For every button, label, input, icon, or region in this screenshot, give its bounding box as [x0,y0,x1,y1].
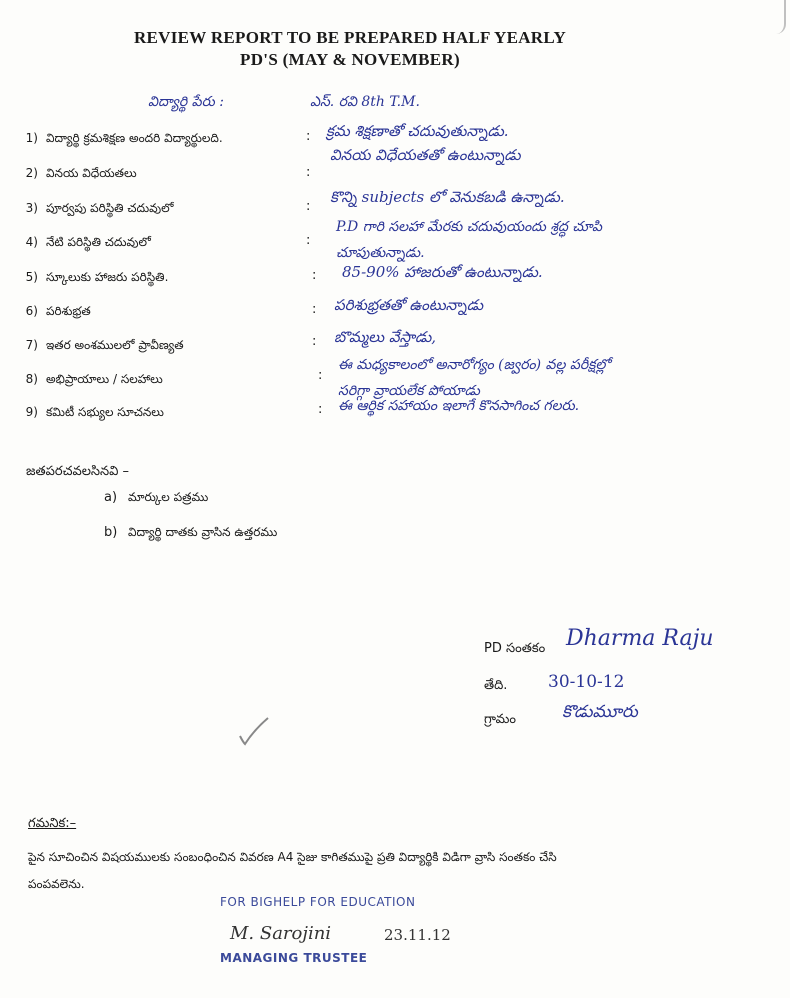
report-title-line1: REVIEW REPORT TO BE PREPARED HALF YEARLY [133,28,567,47]
student-name-label: విద్యార్థి పేరు : [148,94,224,110]
row-label: పూర్వపు పరిస్థితి చదువులో [46,201,174,215]
student-name-value: ఎస్. రవి 8th T.M. [310,94,420,110]
attachment-item: మార్కుల పత్రము [128,490,209,504]
row-colon: : [312,334,317,349]
row-label: స్కూలుకు హాజరు పరిస్థితి. [46,270,169,284]
row-answer: వినయ విధేయతతో ఉంటున్నాడు [330,146,521,164]
village-label: గ్రామం [484,712,516,727]
row-number: 9) [25,405,38,419]
row-colon: : [306,199,311,214]
row-answer: ఈ మధ్యకాలంలో అనారోగ్యం (జ్వరం) వల్ల పరీక్షల్లో [338,357,610,373]
row-number: 8) [25,372,38,386]
stamp-top: FOR BIGHELP FOR EDUCATION [220,895,416,909]
row-number: 7) [25,338,38,352]
row-answer: P.D గారి సలహా మేరకు చదువుయందు శ్రద్ధ చూపి [336,219,602,235]
trustee-signature-date: 23.11.12 [384,926,451,944]
trustee-signature: M. Sarojini [230,923,332,944]
note-line: పైన సూచించిన విషయములకు సంబంధించిన వివరణ A4 సైజు కాగితముపై ప్రతి విద్యార్థికి విడిగా వ్రాసి సంతకం చేసి [28,850,557,864]
row-number: 4) [25,235,38,249]
attachment-marker: a) [104,490,118,505]
row-answer: ఈ ఆర్థిక సహాయం ఇలాగే కొనసాగించ గలరు. [338,398,580,414]
date-label: తేది. [484,678,508,693]
row-label: నేటి పరిస్థితి చదువులో [46,235,151,249]
tick-mark [236,716,272,748]
village-value: కొడుమూరు [562,702,638,722]
row-answer: కొన్ని subjects లో వెనుకబడి ఉన్నాడు. [330,188,565,206]
row-label: ఇతర అంశములలో ప్రావీణ్యత [46,338,184,352]
row-label: కమిటీ సభ్యుల సూచనలు [46,405,164,419]
row-colon: : [312,268,317,283]
row-colon: : [306,233,311,248]
report-title-line2: PD'S (MAY & NOVEMBER) [240,50,460,69]
row-number: 1) [25,131,38,145]
corner-mark [772,0,786,34]
row-number: 6) [25,304,38,318]
stamp-bottom: MANAGING TRUSTEE [220,951,368,965]
attachment-marker: b) [104,525,118,540]
row-number: 2) [25,166,38,180]
row-answer-continuation: చూపుతున్నాడు. [336,245,425,261]
row-answer: పరిశుభ్రతతో ఉంటున్నాడు [334,296,484,314]
row-number: 3) [25,201,38,215]
pd-signature: Dharma Raju [566,626,714,651]
row-colon: : [318,402,323,417]
attachments-heading: జతపరచవలసినవి – [26,464,130,479]
row-label: పరిశుభ్రత [46,304,91,318]
date-value: 30-10-12 [548,672,625,692]
row-answer: బొమ్మలు వేస్తాడు, [334,328,437,346]
row-number: 5) [25,270,38,284]
row-colon: : [306,165,311,180]
note-heading: గమనిక:– [28,816,77,831]
row-answer-continuation: సరిగ్గా వ్రాయలేక పోయాడు [338,383,480,399]
row-colon: : [318,368,323,383]
row-answer: క్రమ శిక్షణాతో చదువుతున్నాడు. [326,122,509,140]
row-colon: : [312,302,317,317]
row-label: వినయ విధేయతలు [46,166,137,180]
row-label: అభిప్రాయాలు / సలహాలు [46,372,163,386]
pd-signature-label: PD సంతకం [484,641,546,656]
note-line: పంపవలెను. [28,877,85,891]
row-answer: 85-90% హాజరుతో ఉంటున్నాడు. [342,263,543,281]
row-label: విద్యార్థి క్రమశిక్షణ అందరి విద్యార్థులది. [46,131,223,145]
attachment-item: విద్యార్థి దాతకు వ్రాసిన ఉత్తరము [128,525,278,539]
row-colon: : [306,129,311,144]
